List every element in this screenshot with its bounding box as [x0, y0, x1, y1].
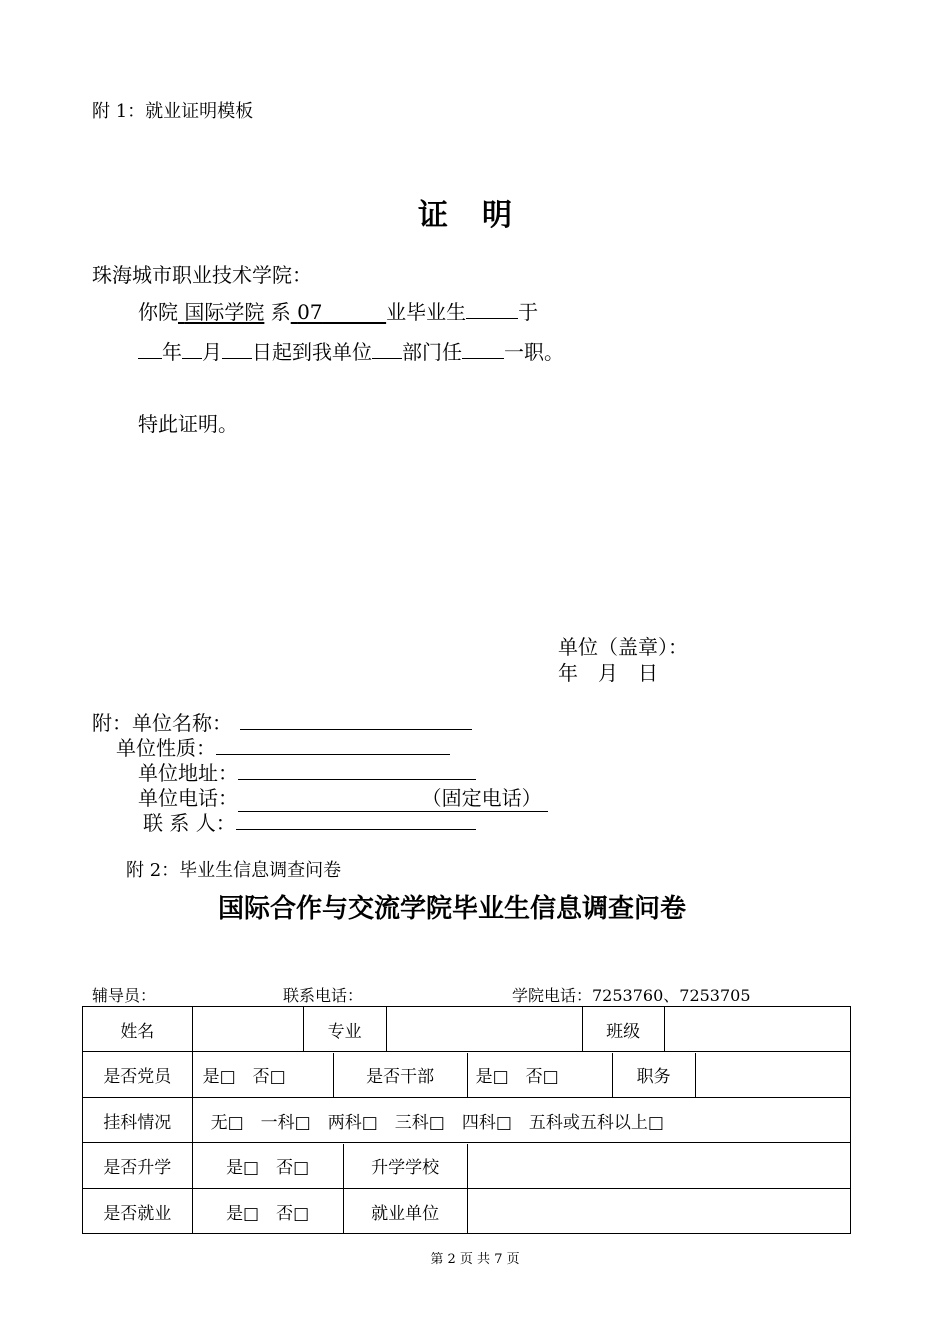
- date-label: 年 月 日: [558, 661, 658, 685]
- unit-address-blank: [238, 761, 476, 780]
- survey-table: [82, 1006, 851, 1234]
- further-study-label: 是否升学: [83, 1143, 193, 1189]
- employer-label: 就业单位: [344, 1189, 468, 1233]
- unit-nature-label: 单位性质：: [116, 736, 216, 760]
- text-your-college: 你院: [138, 300, 178, 324]
- certificate-closing: 特此证明。: [138, 412, 238, 436]
- class-label: 班级: [583, 1007, 665, 1051]
- contact-phone-label: 联系电话：: [283, 986, 364, 1005]
- table-row: [83, 1189, 851, 1234]
- unit-contact-label: 联 系 人：: [143, 811, 236, 835]
- blank-graduate-name: [466, 300, 518, 319]
- failed-options[interactable]: 无□ 一科□ 两科□ 三科□ 四科□ 五科或五科以上□: [192, 1098, 850, 1143]
- employer-value-cell[interactable]: [468, 1189, 850, 1233]
- blank-month: [182, 340, 202, 359]
- page-footer: 第 2 页 共 7 页: [430, 1252, 520, 1267]
- table-row: [83, 1052, 851, 1098]
- unit-contact-row: [143, 807, 476, 836]
- school-label: 升学学校: [344, 1144, 468, 1188]
- unit-info-prefix: 附：: [92, 711, 132, 735]
- blank-year: [138, 340, 162, 359]
- table-row: [83, 1007, 851, 1052]
- major-value-cell[interactable]: [387, 1007, 583, 1051]
- position-value-cell[interactable]: [696, 1053, 850, 1097]
- unit-contact-blank: [236, 811, 476, 830]
- certificate-addressee: 珠海城市职业技术学院：: [92, 263, 312, 287]
- filled-year: 07: [297, 300, 323, 324]
- table-row: [83, 1143, 851, 1189]
- party-row-content: [192, 1052, 850, 1098]
- text-on: 于: [518, 300, 539, 324]
- position-label: 职务: [613, 1053, 696, 1097]
- further-study-row-content: [192, 1143, 850, 1189]
- text-department-suffix: 系: [270, 300, 291, 324]
- certificate-line-1: [138, 296, 538, 325]
- text-department: 部门任: [402, 340, 462, 364]
- cadre-options[interactable]: 是□ 否□: [468, 1053, 613, 1097]
- name-label: 姓名: [83, 1007, 193, 1052]
- blank-post: [462, 340, 504, 359]
- failed-label: 挂科情况: [83, 1098, 193, 1143]
- party-options[interactable]: 是□ 否□: [193, 1053, 334, 1097]
- table-row: [83, 1098, 851, 1143]
- counselor-label: 辅导员：: [92, 986, 157, 1005]
- school-value-cell[interactable]: [468, 1144, 850, 1188]
- blank-day: [222, 340, 252, 359]
- unit-phone-label: 单位电话：: [138, 786, 238, 810]
- certificate-title: 证 明: [418, 198, 514, 233]
- employed-row-content: [192, 1189, 850, 1234]
- employed-label: 是否就业: [83, 1189, 193, 1234]
- certificate-line-2: [138, 336, 564, 365]
- unit-name-label: 单位名称：: [132, 711, 232, 735]
- seal-label: 单位（盖章）：: [558, 635, 688, 659]
- further-study-options[interactable]: 是□ 否□: [193, 1144, 344, 1188]
- text-month: 月: [202, 340, 222, 364]
- name-row-content: [192, 1007, 850, 1052]
- college-phone: 学院电话：7253760、7253705: [512, 986, 751, 1005]
- filled-department: 国际学院: [184, 300, 265, 324]
- text-day: 日起到我单位: [252, 340, 372, 364]
- text-post: 一职。: [504, 340, 564, 364]
- unit-address-label: 单位地址：: [138, 761, 238, 785]
- appendix1-label: 附 1：就业证明模板: [92, 101, 254, 122]
- unit-nature-blank: [216, 736, 450, 755]
- text-year: 年: [162, 340, 182, 364]
- cadre-label: 是否干部: [334, 1053, 468, 1097]
- employed-options[interactable]: 是□ 否□: [193, 1189, 344, 1233]
- class-value-cell[interactable]: [665, 1007, 850, 1051]
- party-label: 是否党员: [83, 1052, 193, 1098]
- unit-name-blank: [240, 711, 472, 730]
- appendix2-label: 附 2：毕业生信息调查问卷: [126, 860, 342, 881]
- major-label: 专业: [304, 1007, 387, 1051]
- survey-title: 国际合作与交流学院毕业生信息调查问卷: [218, 894, 687, 924]
- name-value-cell[interactable]: [193, 1007, 304, 1051]
- phone-hint: （固定电话）: [421, 786, 542, 810]
- text-graduate: 业毕业生: [386, 300, 467, 324]
- blank-department: [372, 340, 402, 359]
